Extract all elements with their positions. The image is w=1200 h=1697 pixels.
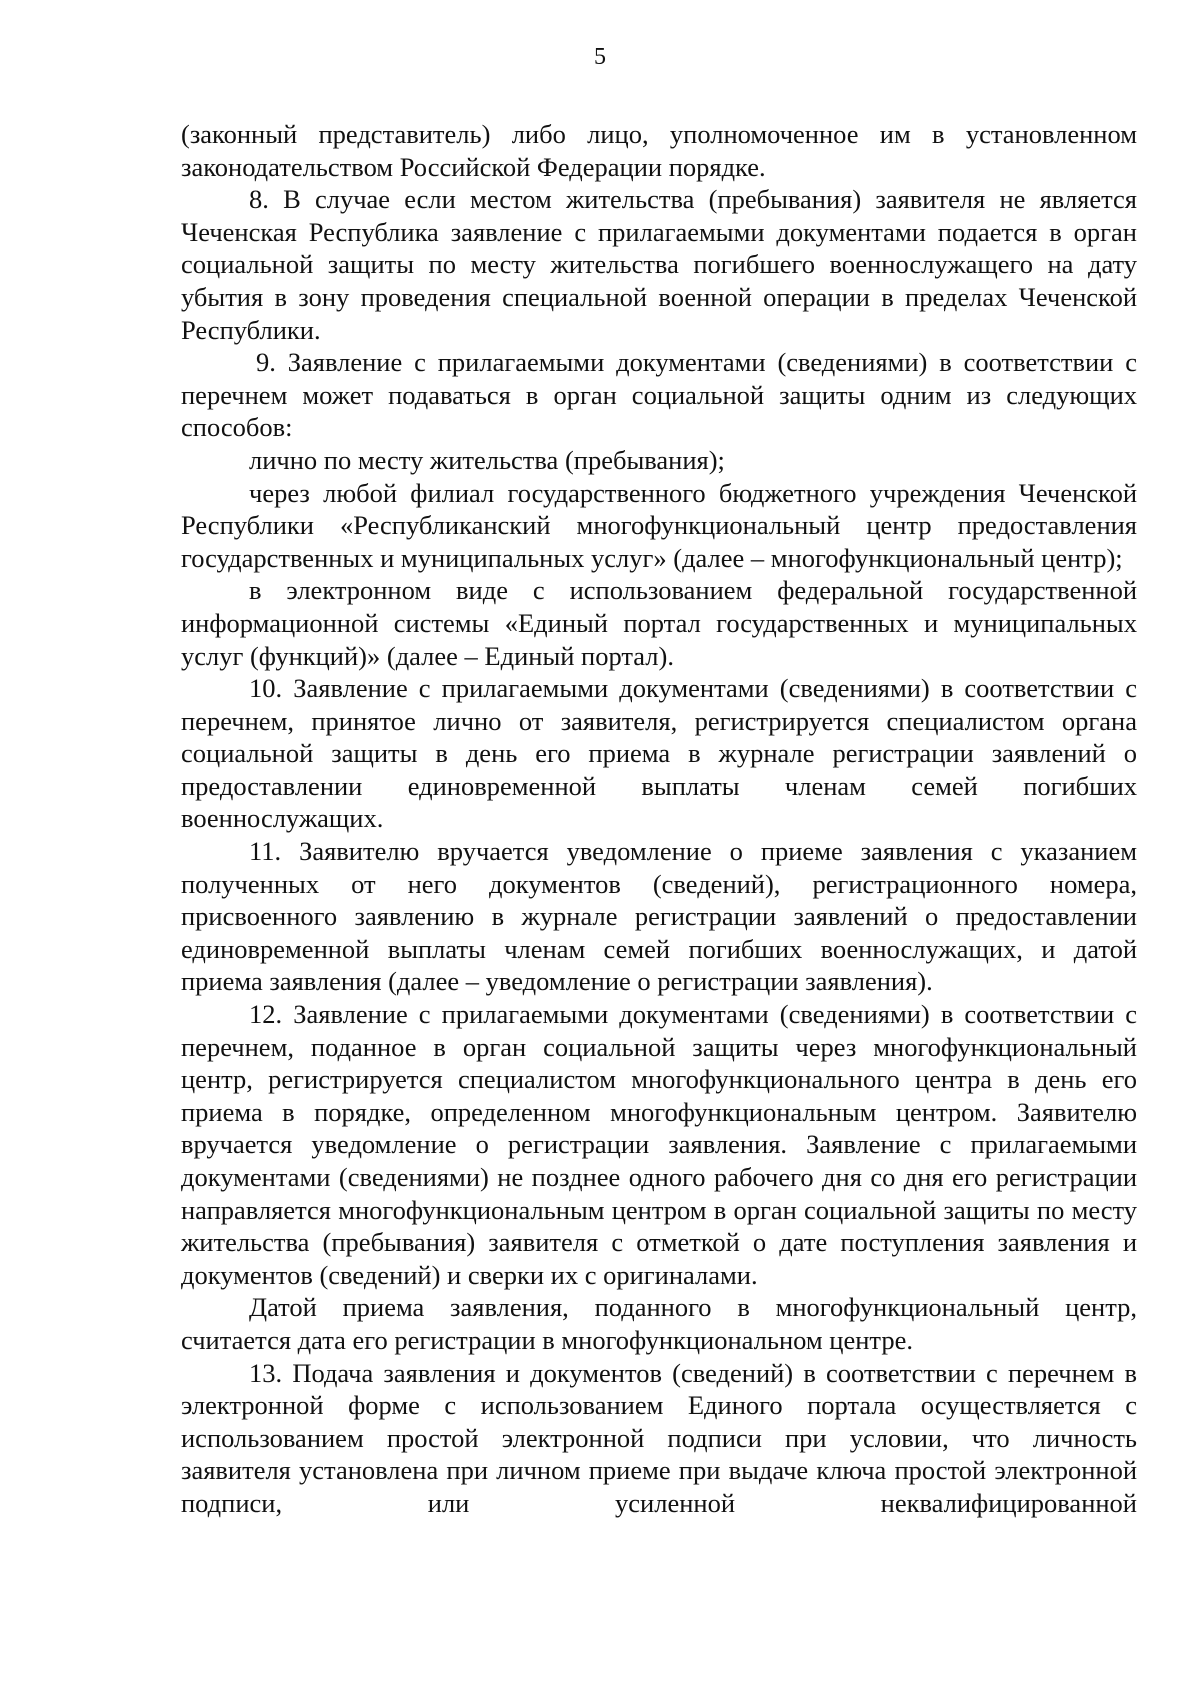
paragraph-13: 13. Подача заявления и документов (сведений) в соответствии с перечнем в электронной форме с использованием Единого портала осуществляется с использованием простой электронной подписи при условии, что личность заявителя установлена при личном приеме при выдаче ключа простой электронной подписи, или усиленной неквалифицированной [181, 1357, 1137, 1518]
paragraph-continuation: (законный представитель) либо лицо, уполномоченное им в установленном законодательством Российской Федерации порядке. [181, 119, 1137, 182]
list-item-electronic: в электронном виде с использованием федеральной государственной информационной системы «Единый портал государственных и муниципальных услуг (функций)» (далее – Единый портал). [181, 575, 1137, 671]
list-item-mfc: через любой филиал государственного бюджетного учреждения Чеченской Республики «Республиканский многофункциональный центр предоставления государственных и муниципальных услуг» (далее – многофункциональный центр); [181, 477, 1137, 573]
paragraph-10: 10. Заявление с прилагаемыми документами (сведениями) в соответствии с перечнем, принятое лично от заявителя, регистрируется специалистом органа социальной защиты в день его приема в журнале регистрации заявлений о предоставлении единовременной выплаты членам семей погибших военнослужащих. [181, 673, 1137, 834]
page-number: 5 [594, 44, 606, 70]
list-item-in-person: лично по месту жительства (пребывания); [249, 444, 725, 475]
paragraph-9: 9. Заявление с прилагаемыми документами (сведениями) в соответствии с перечнем может подаваться в орган социальной защиты одним из следующих способов: [181, 347, 1137, 443]
paragraph-12: 12. Заявление с прилагаемыми документами (сведениями) в соответствии с перечнем, поданное в орган социальной защиты через многофункциональный центр, регистрируется специалистом многофункционального центра в день его приема в порядке, определенном многофункциональным центром. Заявителю вручается уведомление о регистрации заявления. Заявление с прилагаемыми документами (сведениями) не позднее одного рабочего дня со дня его регистрации направляется многофункциональным центром в орган социальной защиты по месту жительства (пребывания) заявителя с отметкой о дате поступления заявления и документов (сведений) и сверки их с оригиналами. [181, 999, 1137, 1290]
paragraph-8: 8. В случае если местом жительства (пребывания) заявителя не является Чеченская Республика заявление с прилагаемыми документами подается в орган социальной защиты по месту жительства погибшего военнослужащего на дату убытия в зону проведения специальной военной операции в пределах Чеченской Республики. [181, 184, 1137, 345]
paragraph-11: 11. Заявителю вручается уведомление о приеме заявления с указанием полученных от него документов (сведений), регистрационного номера, присвоенного заявлению в журнале регистрации заявлений о предоставлении единовременной выплаты членам семей погибших военнослужащих, и датой приема заявления (далее – уведомление о регистрации заявления). [181, 836, 1137, 997]
paragraph-acceptance-date: Датой приема заявления, поданного в многофункциональный центр, считается дата его регистрации в многофункциональном центре. [181, 1292, 1137, 1355]
document-body [181, 118, 1137, 1520]
